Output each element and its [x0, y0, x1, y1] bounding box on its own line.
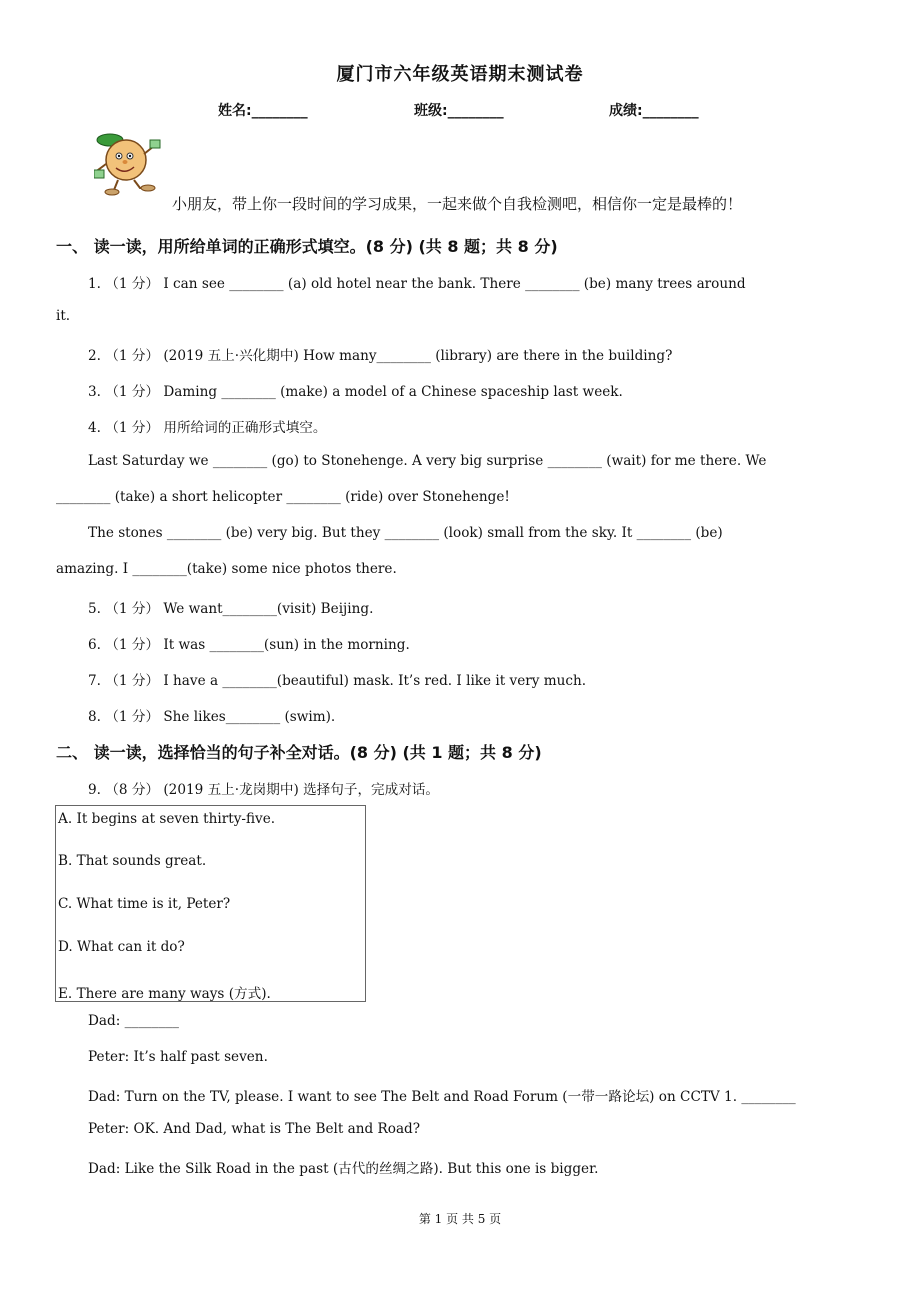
page-title: 厦门市六年级英语期末测试卷	[336, 64, 584, 85]
section2-heading: 二、 读一读，选择恰当的句子补全对话。(8 分) (共 1 题；共 8 分)	[56, 743, 542, 762]
dialogue-line: Peter: It’s half past seven.	[88, 1049, 268, 1065]
question-2: 2. （1 分） (2019 五上·兴化期中) How many________ (library) are there in the building?	[88, 348, 673, 364]
encouragement-text: 小朋友，带上你一段时间的学习成果，一起来做个自我检测吧，相信你一定是最棒的！	[172, 195, 743, 213]
option-c: C. What time is it, Peter?	[58, 896, 231, 912]
dialogue-line: Peter: OK. And Dad, what is The Belt and Road?	[88, 1121, 421, 1137]
question-1: 1. （1 分） I can see ________ (a) old hotel near the bank. There ________ (be) many trees around	[88, 276, 746, 292]
question-5: 5. （1 分） We want________(visit) Beijing.	[88, 601, 374, 617]
question-7: 7. （1 分） I have a ________(beautiful) mask. It’s red. I like it very much.	[88, 673, 587, 689]
class-field: 班级:________	[414, 103, 504, 119]
question-9: 9. （8 分） (2019 五上·龙岗期中) 选择句子，完成对话。	[88, 782, 440, 798]
question-4-passage-line: The stones ________ (be) very big. But they ________ (look) small from the sky. It ________ (be)	[88, 525, 723, 541]
option-d: D. What can it do?	[58, 939, 185, 955]
cartoon-boy-mascot-icon	[94, 130, 166, 196]
name-field: 姓名:________	[218, 103, 308, 119]
options-box	[55, 805, 366, 1002]
section1-heading: 一、 读一读，用所给单词的正确形式填空。(8 分) (共 8 题；共 8 分)	[56, 237, 558, 256]
dialogue-line: Dad: ________	[88, 1013, 179, 1029]
question-6: 6. （1 分） It was ________(sun) in the morning.	[88, 637, 410, 653]
question-4-passage-line: amazing. I ________(take) some nice photos there.	[56, 561, 397, 577]
question-3: 3. （1 分） Daming ________ (make) a model of a Chinese spaceship last week.	[88, 384, 623, 400]
question-4-passage-line: ________ (take) a short helicopter ________ (ride) over Stonehenge!	[56, 489, 510, 505]
page-footer: 第 1 页 共 5 页	[418, 1212, 502, 1226]
score-field: 成绩:________	[609, 103, 699, 119]
question-8: 8. （1 分） She likes________ (swim).	[88, 709, 336, 725]
question-1-cont: it.	[56, 308, 71, 324]
dialogue-line: Dad: Turn on the TV, please. I want to see The Belt and Road Forum (一带一路论坛) on CCTV 1. ________	[88, 1089, 796, 1105]
option-a: A. It begins at seven thirty-five.	[58, 811, 276, 827]
question-4: 4. （1 分） 用所给词的正确形式填空。	[88, 420, 327, 436]
option-e: E. There are many ways (方式).	[58, 986, 271, 1002]
option-b: B. That sounds great.	[58, 853, 207, 869]
dialogue-line: Dad: Like the Silk Road in the past (古代的丝绸之路). But this one is bigger.	[88, 1161, 599, 1177]
question-4-passage-line: Last Saturday we ________ (go) to Stonehenge. A very big surprise ________ (wait) for me there. We	[88, 453, 767, 469]
